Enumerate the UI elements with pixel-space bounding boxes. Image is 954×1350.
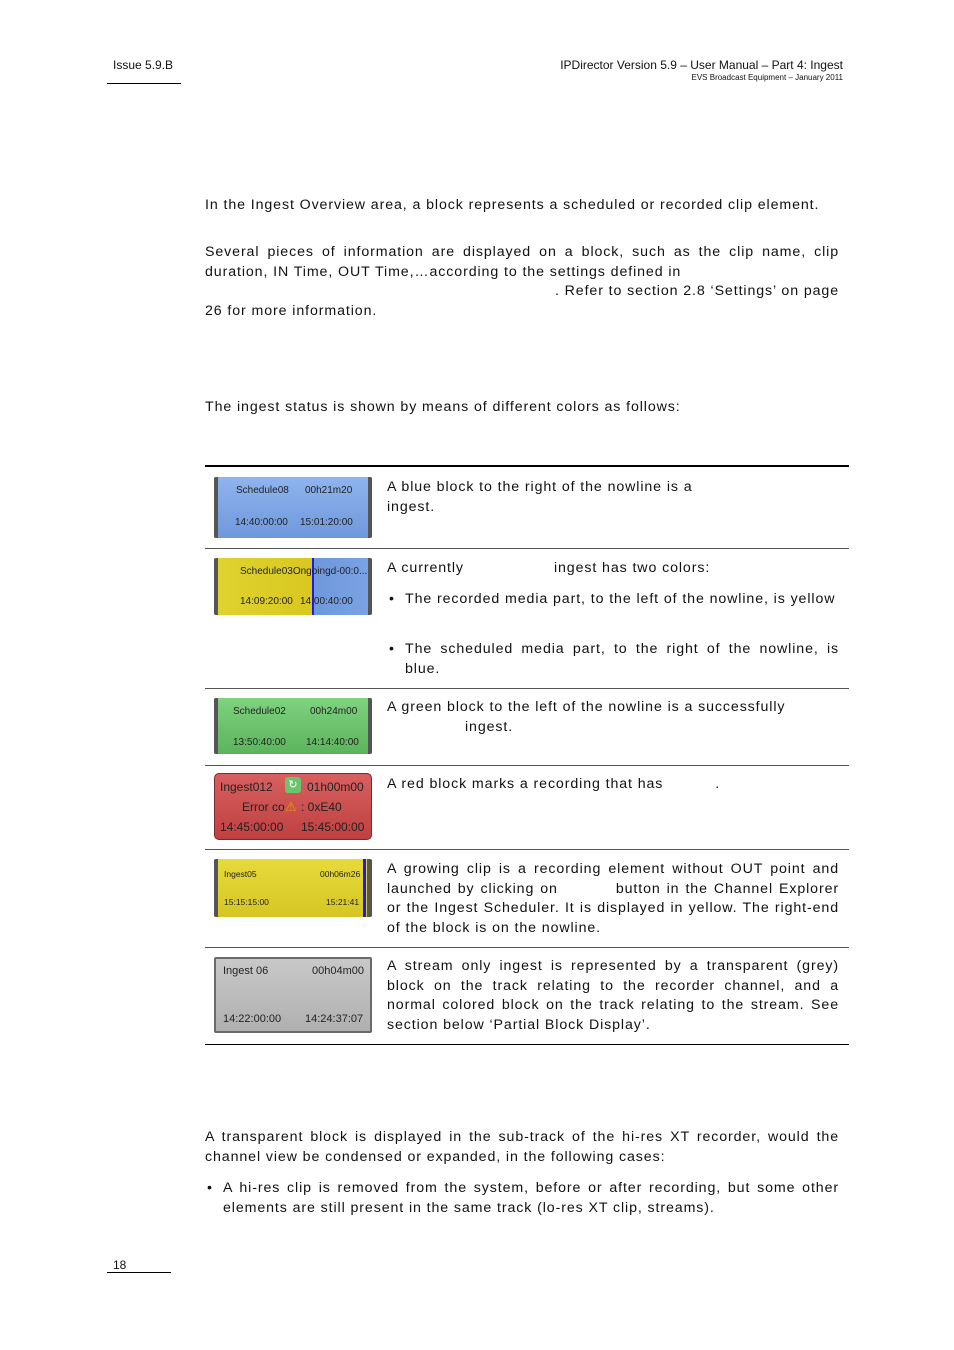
row-divider: [205, 688, 849, 689]
bullet-item: • A hi-res clip is removed from the system, before or after recording, but some other elements are still present in the same track (lo-res XT clip, streams).: [207, 1180, 839, 1216]
row-5-description: A growing clip is a recording element without OUT point and launched by clicking on button in the Channel Explorer or the Ingest Scheduler. It is displayed in yellow. The right-end of the block is on the nowline.: [387, 861, 840, 936]
bullet-item: • The recorded media part, to the left of the nowline, is yellow: [389, 591, 836, 607]
row-3-description: A green block to the left of the nowline is a successfully ingest.: [387, 699, 786, 735]
header-rule: [107, 83, 181, 84]
blue-scheduled-block: Schedule08 00h21m20 14:40:00:00 15:01:20:00: [214, 477, 372, 538]
red-failed-block: Ingest012 ↻ 01h00m00 Error co ⚠ : 0xE40 14:45:00:00 15:45:00:00: [214, 773, 372, 840]
partial-paragraph: A transparent block is displayed in the sub-track of the hi-res XT recorder, would the channel view be condensed or expanded, in the following cases:: [205, 1129, 839, 1165]
row-1-description: A blue block to the right of the nowline is a ingest.: [387, 479, 693, 515]
ongoing-ingest-block: Schedule03Ongoingd-00:0... 14:09:20:00 14:00:40:00: [214, 558, 372, 615]
growing-clip-block: Ingest05 00h06m26 15:15:15:00 15:21:41: [214, 859, 372, 917]
row-6-description: A stream only ingest is represented by a transparent (grey) block on the track relating to the recorder channel, and a normal colored block on the track relating to the stream. See section below ‘Partial Block Display’.: [387, 958, 839, 1033]
intro-paragraph-2: Several pieces of information are displayed on a block, such as the clip name, clip duration, IN Time, OUT Time,…according to the settings defined in . Refer to section 2.8 ‘Settings’ on page 26 for more information.: [205, 244, 839, 319]
warning-icon: ⚠: [285, 799, 297, 814]
row-divider: [205, 849, 849, 850]
issue-label: Issue 5.9.B: [113, 58, 174, 72]
bullet-item: • The scheduled media part, to the right of the nowline, is blue.: [389, 641, 839, 677]
document-subtitle: EVS Broadcast Equipment – January 2011: [691, 73, 843, 82]
row-divider: [205, 765, 849, 766]
row-divider: [205, 548, 849, 549]
row-4-description: A red block marks a recording that has .: [387, 776, 721, 792]
footer-rule: [107, 1272, 171, 1273]
table-top-rule: [205, 465, 849, 467]
row-2-description: A currently ingest has two colors:: [387, 560, 711, 576]
page-number: 18: [113, 1258, 127, 1272]
table-bottom-rule: [205, 1044, 849, 1045]
nowline: [363, 859, 366, 917]
transparent-stream-block: Ingest 06 00h04m00 14:22:00:00 14:24:37:07: [214, 957, 372, 1033]
refresh-icon: ↻: [285, 777, 301, 793]
intro-paragraph-1: In the Ingest Overview area, a block represents a scheduled or recorded clip element.: [205, 197, 820, 213]
row-divider: [205, 947, 849, 948]
green-recorded-block: Schedule02 00h24m00 13:50:40:00 14:14:40:00: [214, 698, 372, 754]
page-header: [560, 58, 843, 83]
status-intro: The ingest status is shown by means of different colors as follows:: [205, 399, 681, 415]
document-title: IPDirector Version 5.9 – User Manual – Part 4: Ingest: [560, 58, 843, 72]
